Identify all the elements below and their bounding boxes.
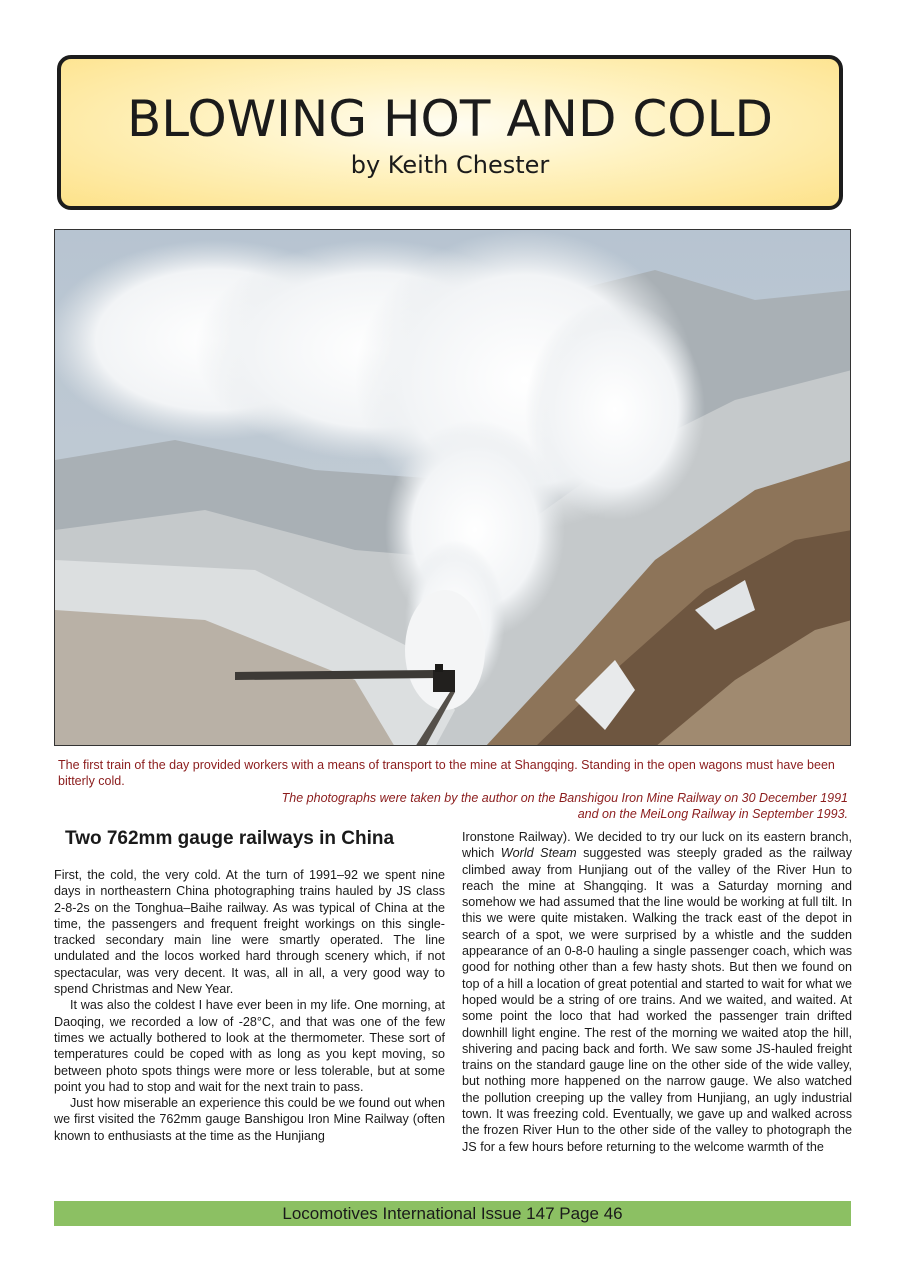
article-title: BLOWING HOT AND COLD (127, 90, 773, 148)
publication-title: World Steam (500, 846, 577, 861)
article-right-column (462, 829, 852, 1155)
photo-caption: The first train of the day provided workers with a means of transport to the mine at Shangqing. Standing in the open wagons must have been bitterly cold. (58, 758, 835, 788)
photo-illustration (55, 230, 851, 746)
steam-train-photo (54, 229, 851, 746)
photo-credit-line-2: and on the MeiLong Railway in September 1993. (577, 807, 848, 821)
photo-credit-line-1: The photographs were taken by the author on the Banshigou Iron Mine Railway on 30 December 1991 (281, 791, 848, 805)
article-left-column (54, 867, 445, 1144)
article-paragraph: First, the cold, the very cold. At the turn of 1991–92 we spent nine days in northeastern China photographing trains hauled by JS class 2-8-2s on the Tonghua–Baihe railway. As was typical of China at the time, the passengers and frequent freight workings on this single-tracked secondary main line were smartly operated. The line undulated and the locos worked hard through scenery which, if not spectacular, was very decent. It was, all in all, a very good way to spend Christmas and New Year. (54, 868, 445, 997)
article-paragraph: Just how miserable an experience this could be we found out when we first visited the 762mm gauge Banshigou Iron Mine Railway (often known to enthusiasts at the time as the Hunjiang (54, 1096, 445, 1143)
article-paragraph (462, 829, 852, 1155)
page-footer: Locomotives International Issue 147 Page 46 (54, 1201, 851, 1226)
article-byline: by Keith Chester (350, 151, 550, 179)
article-paragraph: It was also the coldest I have ever been in my life. One morning, at Daoqing, we recorded a low of -28°C, and that was one of the few times we actually bothered to look at the thermometer. These sort of temperatures could be coped with as long as you kept moving, so between photo spots things were more or less tolerable, but at some point you had to stop and wait for the next train to pass. (54, 998, 445, 1094)
article-text: suggested was steeply graded as the railway climbed away from Hunjiang out of the valley of the River Hun to reach the mine at Shangqing. It was a Saturday morning and somehow we had assumed that the line would be working at full tilt. In this we were quite mistaken. Walking the track east of the depot in search of a spot, we were surprised by a whistle and the sudden appearance of an 0-8-0 hauling a single passenger coach, which was good for nothing other than a few hasty shots. But then we found on top of a hill a location of great potential and started to wait for what we hoped would be a string of ore trains. And we waited, and waited. At some point the loco that had worked the passenger train drifted downhill light engine. The rest of the morning we waited atop the hill, shivering and pacing back and forth. We saw some JS-hauled freight trains on the standard gauge line on the other side of the wide valley, but nothing more happened on the narrow gauge. We also watched the pollution creeping up the valley from Hunjiang, an ugly industrial town. It was freezing cold. Eventually, we gave up and walked across the frozen River Hun to the other side of the valley to photograph the JS for a few hours before returning to the welcome warmth of the (462, 846, 852, 1154)
title-banner (57, 55, 843, 210)
article-text: Ironstone Railway). We decided to try our luck on its eastern branch, which (462, 830, 852, 861)
section-heading: Two 762mm gauge railways in China (65, 828, 395, 849)
